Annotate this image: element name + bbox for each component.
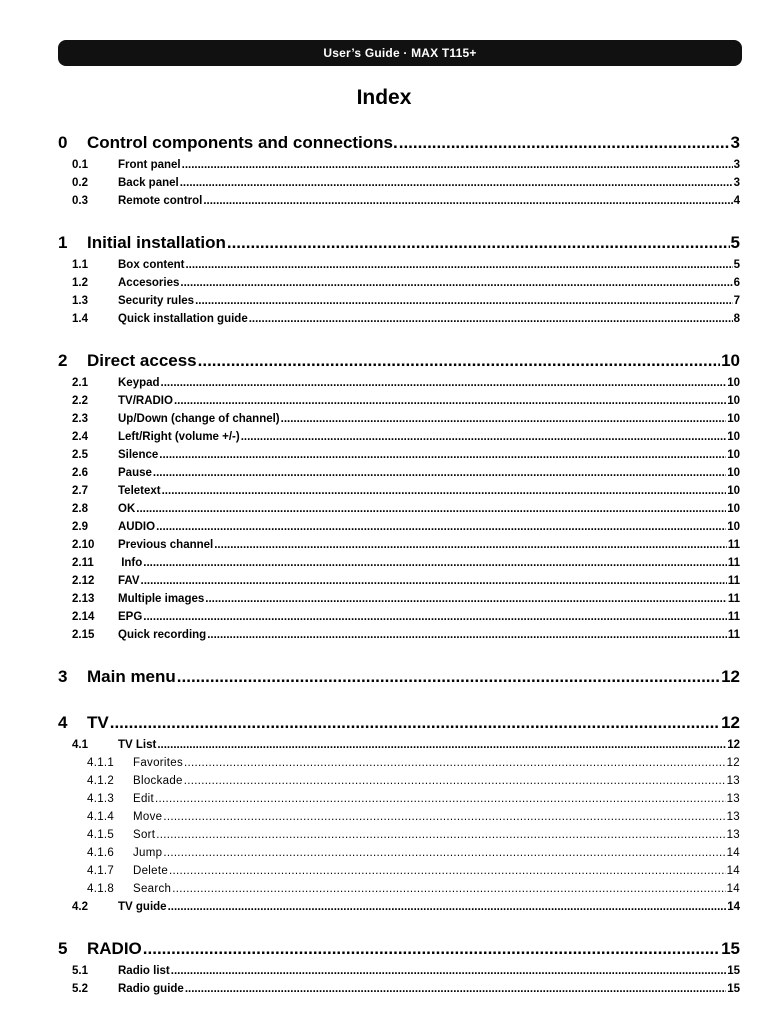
toc-entry-row (133, 793, 740, 805)
toc-entry[interactable] (58, 351, 740, 369)
dot-leader (207, 629, 727, 641)
toc-entry-number: 2.8 (72, 503, 88, 515)
toc-entry-page: 13 (726, 829, 740, 841)
toc-entry[interactable] (72, 277, 740, 295)
toc-entry-number: 2.12 (72, 575, 95, 587)
toc-entry-number: 2 (58, 351, 68, 370)
toc-entry-label: Sort (133, 829, 156, 841)
toc-entry-row (118, 485, 740, 497)
toc-entry-label: Radio guide (118, 983, 184, 995)
dot-leader (198, 351, 720, 371)
toc-entry-number: 1.3 (72, 295, 88, 307)
toc-entry-label: TV List (118, 739, 157, 751)
toc-entry-page: 3 (730, 133, 740, 152)
toc-entry[interactable] (72, 739, 740, 757)
toc-entry-row (133, 883, 740, 895)
dot-leader (185, 259, 732, 271)
toc-entry-row (87, 233, 740, 253)
toc-entry-page: 10 (727, 395, 740, 407)
toc-entry-number: 2.6 (72, 467, 88, 479)
toc-entry[interactable] (72, 259, 740, 277)
toc-entry-number: 0.1 (72, 159, 88, 171)
toc-entry-page: 10 (727, 503, 740, 515)
toc-entry-page: 10 (721, 351, 740, 370)
toc-entry[interactable] (72, 413, 740, 431)
toc-entry-row (87, 667, 740, 687)
toc-entry-page: 13 (726, 811, 740, 823)
toc-entry-page: 12 (726, 757, 740, 769)
toc-entry-row (118, 629, 740, 641)
toc-entry-label: Blockade (133, 775, 183, 787)
toc-entry-page: 13 (726, 775, 740, 787)
toc-entry-label: Quick recording (118, 629, 207, 641)
toc-entry-label: Direct access (87, 351, 197, 370)
toc-entry-number: 1 (58, 233, 68, 252)
toc-entry-number: 2.9 (72, 521, 88, 533)
toc-entry-page: 5 (733, 259, 740, 271)
toc-entry-label: Box content (118, 259, 185, 271)
dot-leader (156, 521, 726, 533)
toc-entry-label: FAV (118, 575, 140, 587)
dot-leader (171, 965, 726, 977)
toc-entry-number: 1.1 (72, 259, 88, 271)
toc-entry[interactable] (87, 811, 740, 829)
toc-entry-label: AUDIO (118, 521, 156, 533)
toc-entry-label: EPG (118, 611, 143, 623)
dot-leader (161, 377, 727, 389)
toc-entry-row (87, 939, 740, 959)
toc-entry-label: TV guide (118, 901, 167, 913)
toc-entry-page: 10 (727, 413, 740, 425)
dot-leader (185, 983, 726, 995)
toc-entry-row (118, 431, 740, 443)
toc-entry[interactable] (72, 539, 740, 557)
toc-entry-row (118, 277, 740, 289)
toc-entry-number: 0.2 (72, 177, 88, 189)
toc-entry-row (118, 295, 740, 307)
toc-entry-page: 11 (727, 557, 740, 569)
toc-entry-page: 3 (733, 159, 740, 171)
toc-entry-label: Silence (118, 449, 159, 461)
toc-entry[interactable] (72, 611, 740, 629)
toc-entry[interactable] (72, 431, 740, 449)
toc-entry-label: Left/Right (volume +/-) (118, 431, 240, 443)
toc-entry-label: Control components and connections. (87, 133, 398, 152)
toc-entry-label: Pause (118, 467, 152, 479)
toc-entry[interactable] (72, 295, 740, 313)
toc-entry[interactable] (72, 575, 740, 593)
dot-leader (143, 939, 720, 959)
toc-entry-number: 2.4 (72, 431, 88, 443)
toc-entry[interactable] (87, 775, 740, 793)
toc-entry-row (87, 351, 740, 371)
toc-entry-row (118, 377, 740, 389)
toc-entry-label: Keypad (118, 377, 160, 389)
toc-entry-label: OK (118, 503, 136, 515)
toc-entry-label: Previous channel (118, 539, 214, 551)
dot-leader (157, 739, 726, 751)
toc-entry[interactable] (72, 467, 740, 485)
toc-entry[interactable] (72, 485, 740, 503)
dot-leader (203, 195, 732, 207)
toc-entry-number: 4.1.3 (87, 793, 115, 805)
toc-entry[interactable] (87, 865, 740, 883)
toc-entry-row (133, 829, 740, 841)
toc-entry-row (118, 593, 740, 605)
toc-entry-number: 2.7 (72, 485, 88, 497)
toc-entry-row (118, 575, 740, 587)
toc-entry-page: 10 (727, 485, 740, 497)
toc-entry[interactable] (72, 395, 740, 413)
page-title: Index (356, 86, 412, 109)
toc-entry-page: 10 (727, 521, 740, 533)
toc-entry-label: Security rules (118, 295, 195, 307)
toc-entry[interactable] (72, 377, 740, 395)
toc-entry[interactable] (72, 449, 740, 467)
toc-entry-row (87, 713, 740, 733)
toc-entry-row (133, 757, 740, 769)
toc-entry-number: 3 (58, 667, 68, 686)
toc-entry-page: 10 (727, 431, 740, 443)
toc-entry-number: 4 (58, 713, 68, 732)
toc-entry-label: TV/RADIO (118, 395, 173, 407)
toc-entry-number: 4.2 (72, 901, 88, 913)
dot-leader (163, 847, 725, 859)
dot-leader (172, 883, 725, 895)
toc-entry-row (118, 965, 740, 977)
toc-entry[interactable] (72, 557, 740, 575)
toc-entry-page: 11 (727, 629, 740, 641)
toc-entry-row (118, 195, 740, 207)
toc-entry-page: 7 (733, 295, 740, 307)
toc-entry-row (133, 865, 740, 877)
toc-entry-page: 12 (721, 713, 740, 732)
toc-entry-row (133, 847, 740, 859)
toc-entry-number: 2.14 (72, 611, 95, 623)
toc-entry[interactable] (87, 793, 740, 811)
toc-entry-label: Back panel (118, 177, 179, 189)
toc-entry-label: Teletext (118, 485, 161, 497)
toc-entry-number: 2.2 (72, 395, 88, 407)
toc-entry-page: 14 (726, 883, 740, 895)
toc-entry-row (118, 557, 740, 569)
toc-entry-row (118, 313, 740, 325)
toc-entry-row (118, 177, 740, 189)
dot-leader (141, 575, 727, 587)
toc-entry-row (133, 775, 740, 787)
toc-entry-number: 4.1.7 (87, 865, 115, 877)
toc-entry-number: 2.5 (72, 449, 88, 461)
toc-entry-page: 15 (721, 939, 740, 958)
toc-entry-page: 10 (727, 377, 740, 389)
toc-entry-label: Search (133, 883, 172, 895)
toc-entry-number: 4.1.1 (87, 757, 115, 769)
dot-leader (214, 539, 727, 551)
toc-entry-number: 0 (58, 133, 68, 152)
toc-entry-row (87, 133, 740, 153)
toc-entry-row (118, 739, 740, 751)
toc-entry-label: Main menu (87, 667, 176, 686)
toc-entry-label: Radio list (118, 965, 170, 977)
header-title: User’s Guide · MAX T115+ (323, 46, 477, 60)
toc-entry-number: 2.15 (72, 629, 95, 641)
toc-entry-row (118, 395, 740, 407)
toc-entry-number: 0.3 (72, 195, 88, 207)
toc-entry[interactable] (87, 757, 740, 775)
dot-leader (162, 485, 727, 497)
toc-entry[interactable] (72, 503, 740, 521)
toc-entry[interactable] (72, 313, 740, 331)
toc-entry-page: 11 (727, 539, 740, 551)
toc-entry[interactable] (87, 883, 740, 901)
toc-entry-row (118, 521, 740, 533)
toc-entry-number: 4.1.6 (87, 847, 115, 859)
dot-leader (143, 557, 727, 569)
toc-entry-page: 5 (730, 233, 740, 252)
toc-entry-label: Move (133, 811, 163, 823)
toc-entry-row (118, 503, 740, 515)
dot-leader (195, 295, 733, 307)
toc-entry[interactable] (87, 829, 740, 847)
toc-entry-row (118, 467, 740, 479)
toc-entry-label: Edit (133, 793, 155, 805)
dot-leader (153, 467, 726, 479)
toc-entry-label: Favorites (133, 757, 183, 769)
dot-leader (159, 449, 726, 461)
toc-entry-page: 14 (727, 901, 740, 913)
toc-entry-number: 4.1.5 (87, 829, 115, 841)
dot-leader (180, 277, 732, 289)
toc-entry-row (118, 983, 740, 995)
toc-entry-page: 13 (726, 793, 740, 805)
toc-entry-page: 11 (727, 593, 740, 605)
dot-leader (182, 159, 733, 171)
toc-entry[interactable] (72, 901, 740, 919)
toc-entry-page: 6 (733, 277, 740, 289)
toc-entry[interactable] (58, 713, 740, 731)
toc-entry-number: 4.1.4 (87, 811, 115, 823)
toc-entry-number: 2.1 (72, 377, 88, 389)
toc-entry[interactable] (72, 177, 740, 195)
toc-entry-number: 4.1.2 (87, 775, 115, 787)
toc-entry-page: 14 (726, 847, 740, 859)
dot-leader (399, 133, 730, 153)
toc-entry-row (118, 611, 740, 623)
toc-entry-number: 2.11 (72, 557, 94, 569)
toc-entry[interactable] (58, 133, 740, 151)
dot-leader (169, 865, 726, 877)
dot-leader (110, 713, 720, 733)
toc-entry-label: TV (87, 713, 109, 732)
dot-leader (249, 313, 733, 325)
toc-entry-page: 12 (727, 739, 740, 751)
toc-entry-page: 15 (727, 983, 740, 995)
toc-entry-number: 2.3 (72, 413, 88, 425)
toc-entry-page: 11 (727, 611, 740, 623)
toc-entry[interactable] (87, 847, 740, 865)
header-bar (58, 40, 742, 66)
dot-leader (281, 413, 727, 425)
toc-entry[interactable] (72, 521, 740, 539)
toc-entry-number: 2.13 (72, 593, 95, 605)
toc-entry-number: 5 (58, 939, 68, 958)
toc-entry-row (118, 159, 740, 171)
toc-entry-number: 2.10 (72, 539, 95, 551)
toc-entry-row (118, 901, 740, 913)
dot-leader (143, 611, 727, 623)
toc-entry-page: 11 (727, 575, 740, 587)
dot-leader (184, 775, 726, 787)
toc-entry-number: 4.1.8 (87, 883, 115, 895)
dot-leader (156, 829, 725, 841)
toc-entry-page: 14 (726, 865, 740, 877)
dot-leader (168, 901, 727, 913)
toc-entry[interactable] (72, 593, 740, 611)
toc-entry-number: 4.1 (72, 739, 88, 751)
toc-entry-number: 1.2 (72, 277, 88, 289)
toc-entry-row (118, 259, 740, 271)
dot-leader (241, 431, 726, 443)
dot-leader (184, 757, 726, 769)
toc-entry-row (118, 413, 740, 425)
dot-leader (180, 177, 733, 189)
toc-entry[interactable] (58, 233, 740, 251)
toc-entry-number: 5.2 (72, 983, 88, 995)
dot-leader (136, 503, 726, 515)
toc-entry-page: 10 (727, 449, 740, 461)
dot-leader (174, 395, 726, 407)
toc-entry-label: Remote control (118, 195, 203, 207)
toc-entry-label: Up/Down (change of channel) (118, 413, 280, 425)
toc-entry-label: Jump (133, 847, 163, 859)
toc-entry-page: 3 (733, 177, 740, 189)
toc-entry[interactable] (72, 629, 740, 647)
toc-entry-label: Initial installation (87, 233, 226, 252)
toc-entry[interactable] (72, 159, 740, 177)
toc-entry-label: Multiple images (118, 593, 205, 605)
toc-entry[interactable] (72, 195, 740, 213)
toc-entry[interactable] (72, 965, 740, 983)
dot-leader (155, 793, 726, 805)
toc-entry-row (133, 811, 740, 823)
toc-entry-row (118, 539, 740, 551)
dot-leader (227, 233, 730, 253)
toc-entry-label: Accesories (118, 277, 180, 289)
toc-entry-label: Delete (133, 865, 169, 877)
toc-entry-page: 12 (721, 667, 740, 686)
toc-entry-page: 8 (733, 313, 740, 325)
toc-entry-page: 10 (727, 467, 740, 479)
dot-leader (205, 593, 727, 605)
toc-entry-number: 5.1 (72, 965, 88, 977)
toc-entry-label: Info (118, 557, 143, 569)
toc-entry-page: 4 (733, 195, 740, 207)
toc-entry-label: RADIO (87, 939, 142, 958)
dot-leader (163, 811, 725, 823)
toc-entry-label: Front panel (118, 159, 181, 171)
toc-entry-row (118, 449, 740, 461)
toc-entry-page: 15 (727, 965, 740, 977)
toc-entry-number: 1.4 (72, 313, 88, 325)
dot-leader (177, 667, 720, 687)
toc-entry[interactable] (58, 939, 740, 957)
toc-entry-label: Quick installation guide (118, 313, 248, 325)
toc-entry[interactable] (58, 667, 740, 685)
toc-entry[interactable] (72, 983, 740, 1001)
